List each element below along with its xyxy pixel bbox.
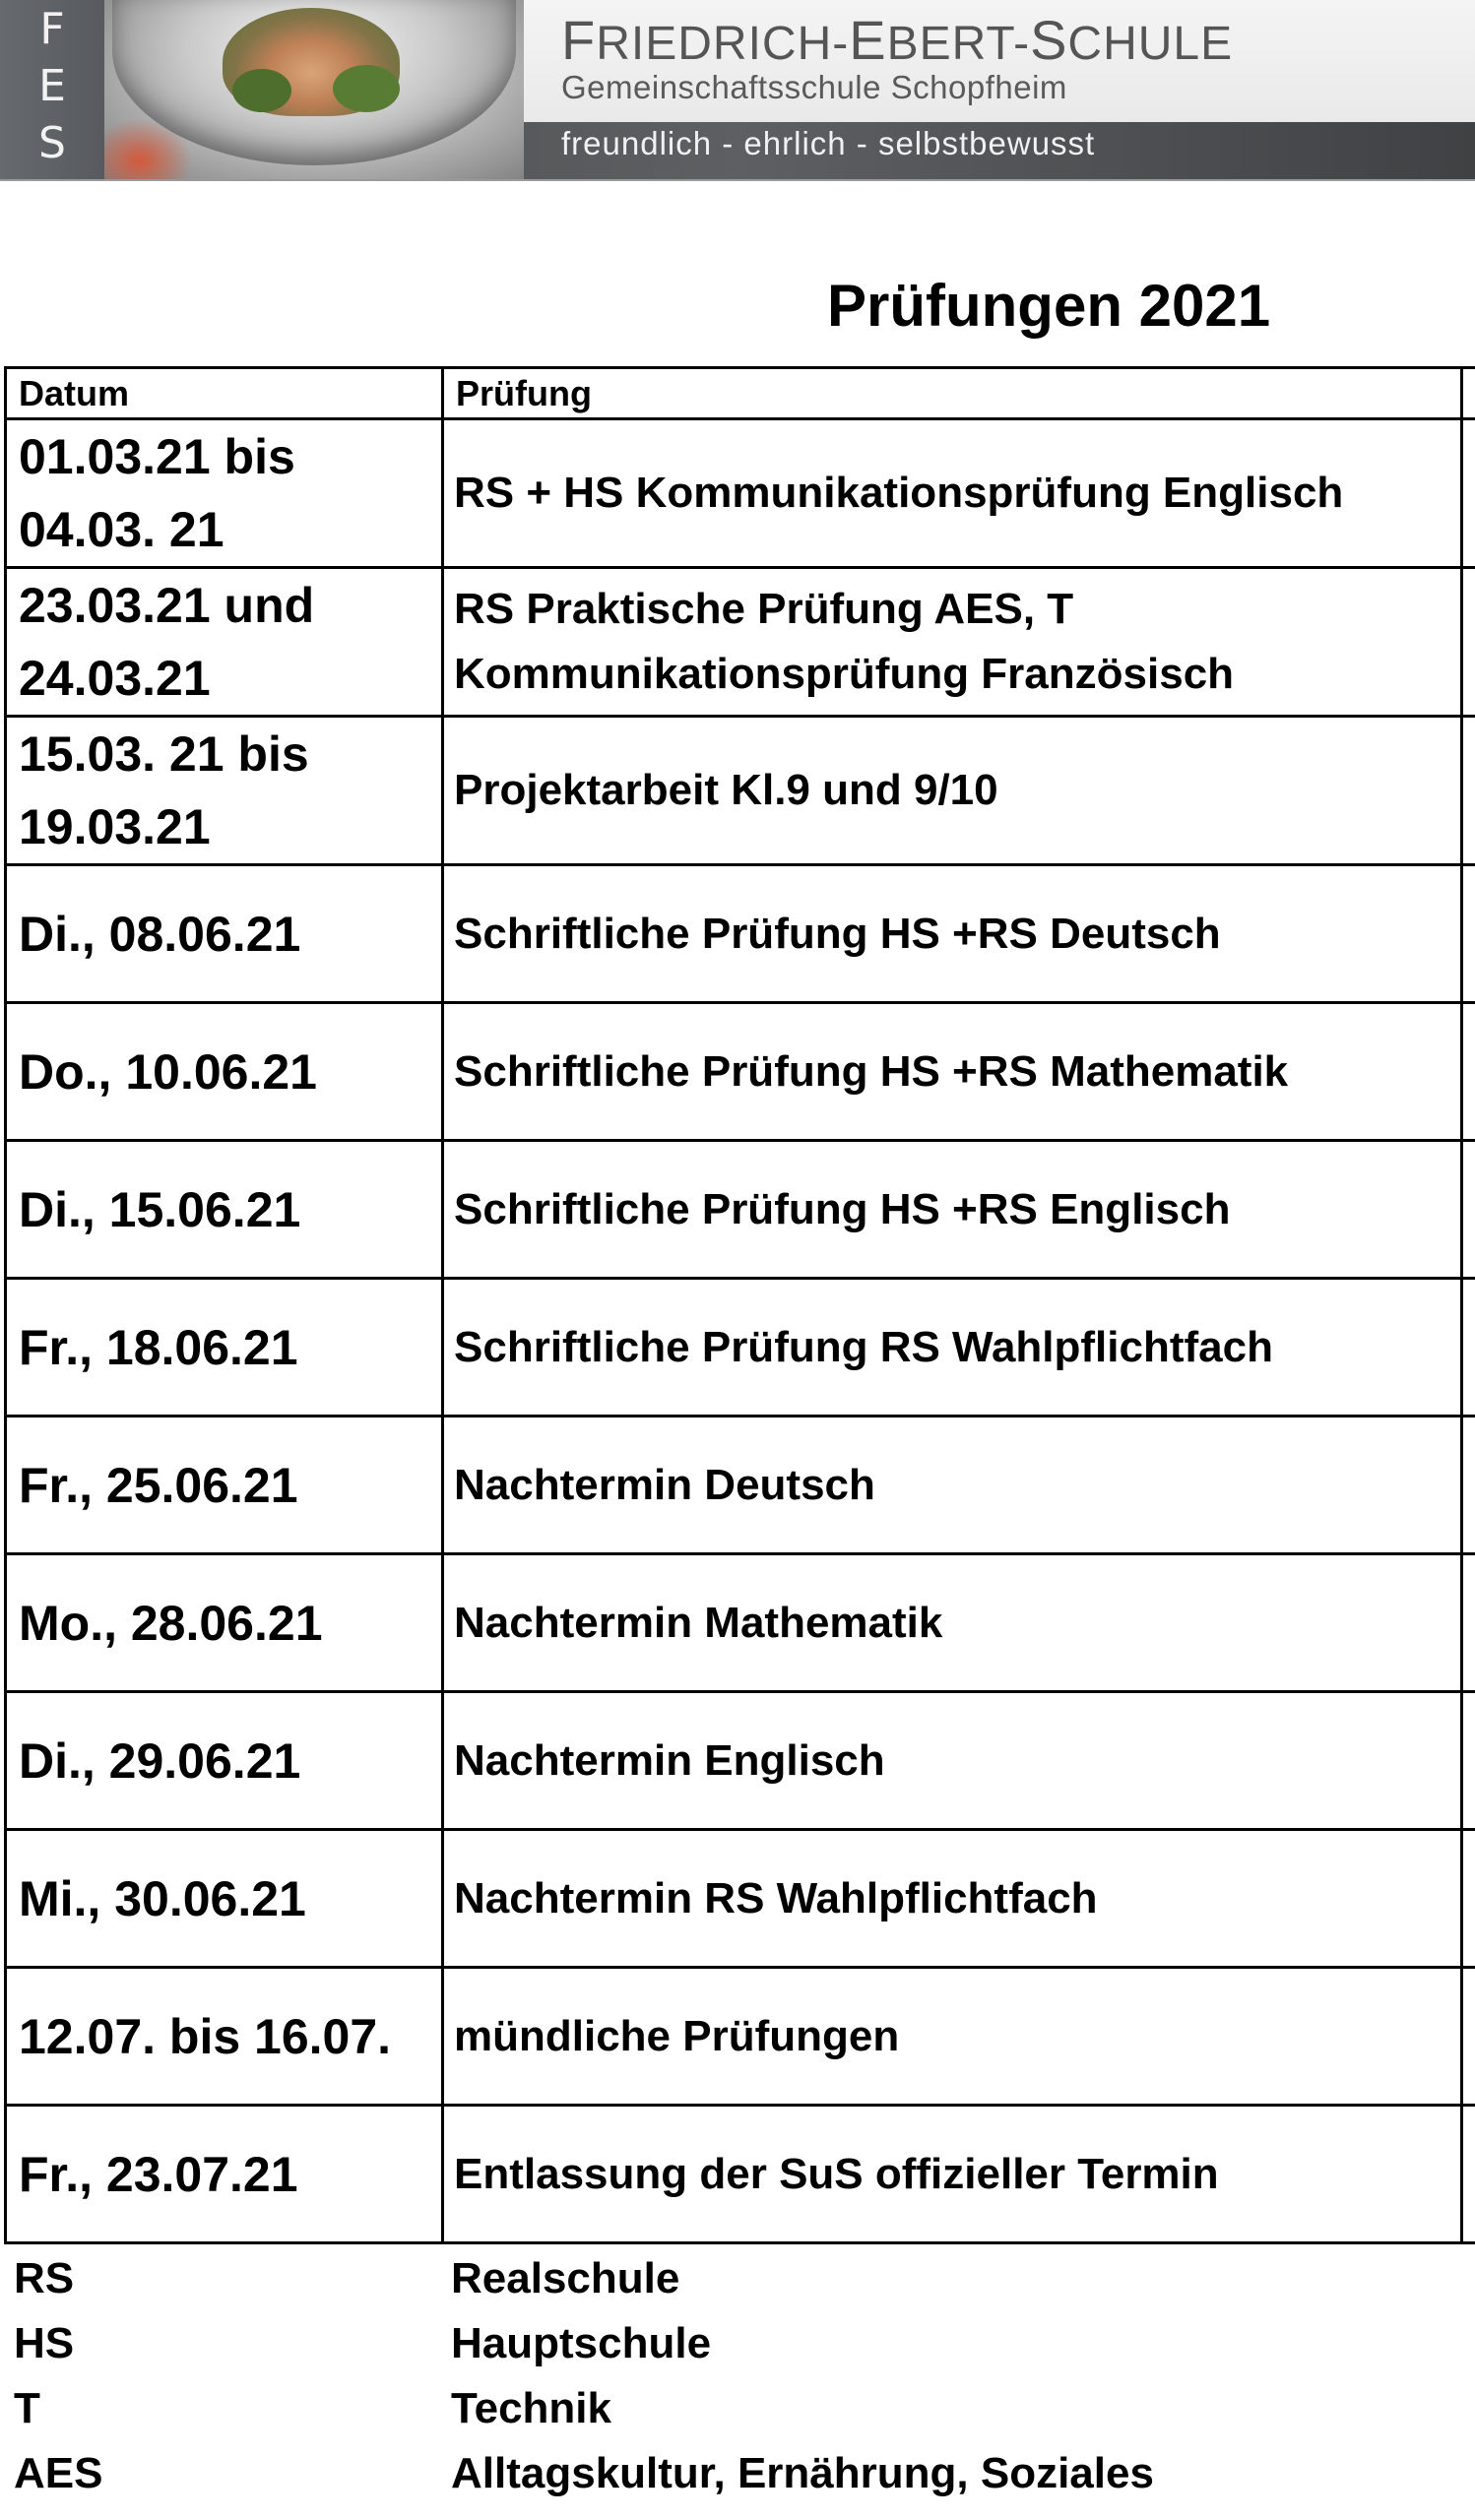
table-row [6, 419, 1475, 568]
spacer-cell [1462, 1417, 1475, 1554]
exam-date: Di., 08.06.21 [19, 906, 301, 962]
logo-letter-f: F [39, 4, 65, 54]
table-row [6, 1692, 1475, 1830]
exam-date: Fr., 25.06.21 [19, 1457, 298, 1513]
header-spacer [1462, 368, 1475, 419]
exam-date-cell [6, 1692, 443, 1830]
exam-name: Nachtermin Englisch [454, 1735, 885, 1785]
exam-date-cell [6, 1968, 443, 2106]
spacer-cell [1462, 1968, 1475, 2106]
exam-name-cell [443, 1417, 1462, 1554]
legend-meaning: Hauptschule [451, 2319, 712, 2367]
spacer-cell [1462, 717, 1475, 865]
exam-date: 15.03. 21 bis [19, 726, 309, 782]
spacer-cell [1462, 568, 1475, 717]
exam-date-cell [6, 1279, 443, 1417]
exam-name-cell [443, 419, 1462, 568]
exam-date: Mo., 28.06.21 [19, 1595, 323, 1651]
exam-name-cell [443, 2106, 1462, 2243]
exam-name-cell [443, 1554, 1462, 1692]
school-motto: freundlich - ehrlich - selbstbewusst [561, 125, 1096, 161]
spacer-cell [1462, 1554, 1475, 1692]
legend-item [14, 2449, 1432, 2514]
school-building-photo [104, 0, 524, 179]
exam-date: Mi., 30.06.21 [19, 1870, 306, 1926]
exam-date: 04.03. 21 [19, 502, 224, 557]
spacer-cell [1462, 1692, 1475, 1830]
legend-item [14, 2384, 1432, 2449]
exam-date-cell [6, 568, 443, 717]
spacer-cell [1462, 1003, 1475, 1141]
exam-date: 19.03.21 [19, 799, 211, 854]
table-row [6, 2106, 1475, 2243]
exam-name-cell [443, 1968, 1462, 2106]
exam-date-cell [6, 717, 443, 865]
table-row [6, 1003, 1475, 1141]
exam-date: Fr., 18.06.21 [19, 1319, 298, 1375]
legend-meaning: Realschule [451, 2254, 680, 2302]
table-header-row [6, 368, 1475, 419]
exam-name-cell [443, 1692, 1462, 1830]
exam-date-cell [6, 1141, 443, 1279]
spacer-cell [1462, 2106, 1475, 2243]
exam-name: RS + HS Kommunikationsprüfung Englisch [454, 469, 1344, 517]
table-row [6, 1279, 1475, 1417]
legend-meaning: Technik [451, 2384, 612, 2432]
table-row [6, 1554, 1475, 1692]
exam-date-cell [6, 1830, 443, 1968]
exam-name: Nachtermin RS Wahlpflichtfach [454, 1873, 1098, 1922]
exam-name-cell [443, 1279, 1462, 1417]
exam-name: Entlassung der SuS offizieller Termin [454, 2149, 1219, 2198]
legend-abbreviation: T [14, 2384, 40, 2432]
table-row [6, 865, 1475, 1003]
exam-date: 12.07. bis 16.07. [19, 2008, 392, 2064]
exam-date-cell [6, 2106, 443, 2243]
school-banner [0, 0, 1475, 181]
spacer-cell [1462, 865, 1475, 1003]
table-row [6, 568, 1475, 717]
table-row [6, 1141, 1475, 1279]
exam-date: 24.03.21 [19, 651, 211, 706]
table-row [6, 1417, 1475, 1554]
exam-name: Nachtermin Deutsch [454, 1460, 875, 1509]
legend-abbreviation: AES [14, 2449, 103, 2497]
exam-date-cell [6, 1003, 443, 1141]
header-date: Datum [6, 368, 443, 419]
spacer-cell [1462, 419, 1475, 568]
exam-date: 23.03.21 und [19, 578, 315, 633]
table-row [6, 1968, 1475, 2106]
legend-abbreviation: RS [14, 2254, 75, 2302]
exam-name: Nachtermin Mathematik [454, 1598, 943, 1647]
exam-date: Fr., 23.07.21 [19, 2146, 298, 2202]
exam-date: Do., 10.06.21 [19, 1043, 317, 1100]
spacer-cell [1462, 1141, 1475, 1279]
exam-date: Di., 15.06.21 [19, 1181, 301, 1237]
legend-abbreviation: HS [14, 2319, 75, 2367]
exam-name-cell [443, 1141, 1462, 1279]
exam-name-cell [443, 1830, 1462, 1968]
spacer-cell [1462, 1830, 1475, 1968]
logo-letter-s: S [38, 118, 66, 168]
school-name: FRIEDRICH-EBERT-SCHULE [561, 9, 1234, 71]
exam-name: Schriftliche Prüfung HS +RS Deutsch [454, 909, 1221, 958]
exam-name-cell [443, 717, 1462, 865]
legend-meaning: Alltagskultur, Ernährung, Soziales [451, 2449, 1154, 2497]
exam-date: 01.03.21 bis [19, 429, 295, 484]
legend-item [14, 2319, 1432, 2384]
exam-date: Di., 29.06.21 [19, 1732, 301, 1789]
exam-name-cell [443, 865, 1462, 1003]
logo-column [0, 0, 104, 179]
exam-date-cell [6, 1554, 443, 1692]
exam-name-cell [443, 1003, 1462, 1141]
abbreviation-legend [14, 2254, 1432, 2514]
exam-name: RS Praktische Prüfung AES, T [454, 585, 1074, 633]
exam-date-cell [6, 1417, 443, 1554]
page-title: Prüfungen 2021 [827, 273, 1271, 339]
table-row [6, 1830, 1475, 1968]
table-row [6, 717, 1475, 865]
school-type: Gemeinschaftsschule Schopfheim [561, 69, 1067, 105]
exam-name: Schriftliche Prüfung HS +RS Mathematik [454, 1046, 1289, 1096]
exam-date-cell [6, 419, 443, 568]
exam-name: Kommunikationsprüfung Französisch [454, 650, 1235, 698]
exam-name: mündliche Prüfungen [454, 2011, 900, 2060]
exam-name: Schriftliche Prüfung HS +RS Englisch [454, 1184, 1231, 1233]
exam-name-cell [443, 568, 1462, 717]
header-exam: Prüfung [443, 368, 1462, 419]
legend-item [14, 2254, 1432, 2319]
logo-letter-e: E [38, 61, 66, 111]
exam-name: Schriftliche Prüfung RS Wahlpflichtfach [454, 1322, 1273, 1371]
exam-date-cell [6, 865, 443, 1003]
exam-schedule-table [4, 366, 1475, 2244]
exam-name: Projektarbeit Kl.9 und 9/10 [454, 766, 998, 814]
spacer-cell [1462, 1279, 1475, 1417]
